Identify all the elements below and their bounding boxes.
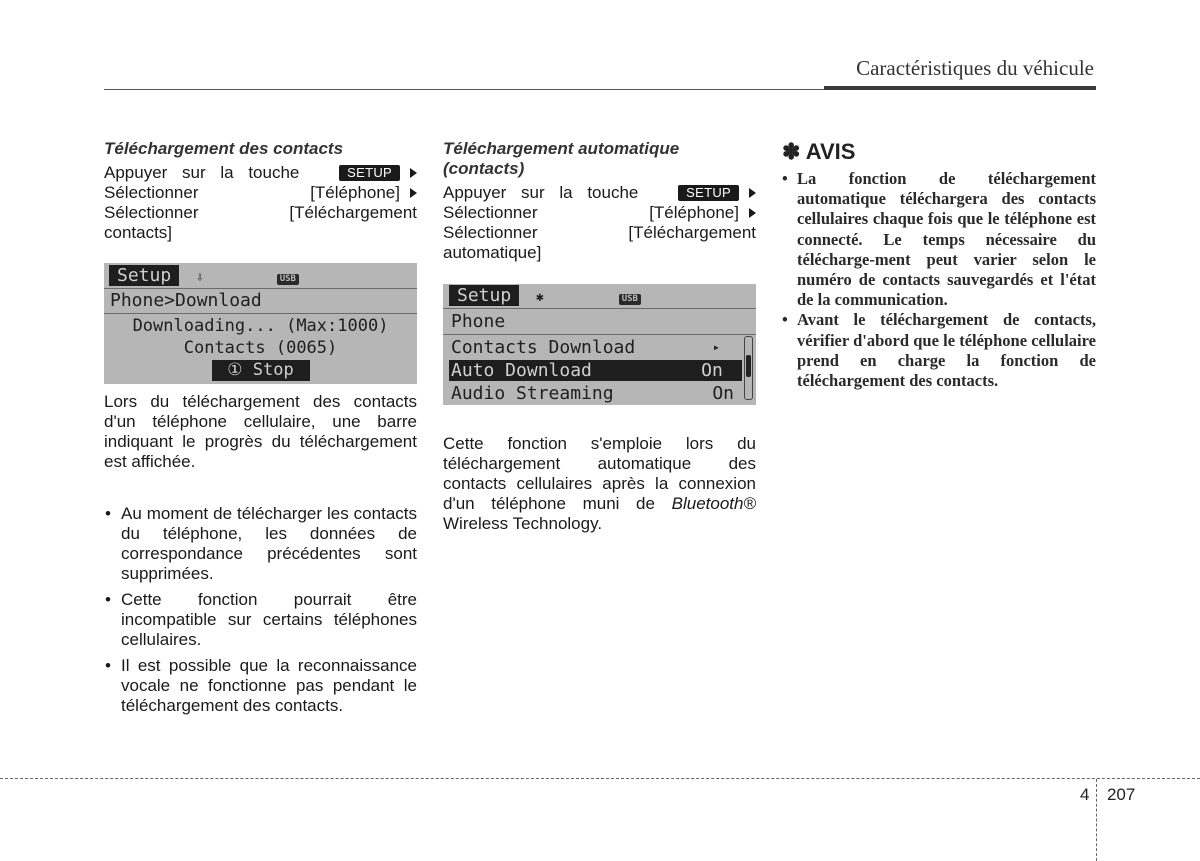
lcd-setup-tab: Setup	[449, 285, 519, 306]
step-press-setup	[104, 163, 417, 183]
avis-item: • La fonction de téléchargement automatique téléchargera des contacts cellulaires chaque fois que le téléphone est connecté. Le temps nécessaire du télécharge-ment peut varier selon le numéro de contacts sauvegardés et l'état de la communication.	[782, 169, 1096, 310]
lcd-item-label: Auto Download	[451, 360, 592, 381]
download-icon: ⇩	[196, 270, 204, 285]
lcd-menu-item	[451, 337, 734, 358]
lcd-contacts-count: Contacts (0065)	[183, 338, 338, 358]
step-select-download: Sélectionner [Téléchargement	[104, 203, 417, 222]
lcd-menu-item-selected	[449, 360, 742, 381]
avis-item: • Avant le téléchargement de contacts, vérifier d'abord que le téléphone cellulaire prend en charge la fonction de téléchargement des contacts.	[782, 310, 1096, 391]
avis-heading: ✽ AVIS	[782, 139, 856, 164]
note-item: • Cette fonction pourrait être incompatible sur certains téléphones cellulaires.	[104, 590, 417, 650]
notes-list	[104, 504, 417, 716]
page-number	[1080, 785, 1135, 805]
lcd-menu-item	[451, 383, 734, 404]
para-progress: Lors du téléchargement des contacts d'un téléphone cellulaire, une barre indiquant le progrès du téléchargement est affichée.	[104, 392, 417, 471]
lcd-stop-button: ① Stop	[212, 360, 310, 381]
lcd-downloading: Downloading... (Max:1000)	[132, 316, 389, 336]
para-text-end: Wireless Technology.	[443, 514, 603, 533]
lcd-path: Phone>Download	[110, 290, 262, 311]
arrow-right-icon	[410, 168, 417, 178]
usb-icon: USB	[277, 274, 299, 285]
para-auto-download	[443, 434, 756, 534]
arrow-right-icon	[410, 188, 417, 198]
step-select-auto-cont: automatique]	[443, 243, 542, 262]
section-heading-cont: (contacts)	[443, 159, 525, 178]
step-select-phone	[443, 203, 756, 223]
step-select-download-cont: contacts]	[104, 223, 173, 242]
setup-key-icon: SETUP	[339, 165, 400, 181]
arrow-right-icon	[749, 208, 756, 218]
avis-box	[782, 139, 1096, 391]
footer-rule	[0, 778, 1200, 779]
lcd-setup-tab: Setup	[109, 265, 179, 286]
lcd-item-label: Audio Streaming	[451, 383, 614, 404]
chapter-number: 4	[1080, 785, 1090, 804]
note-item: • Au moment de télécharger les contacts du téléphone, les données de correspondance précédentes sont supprimées.	[104, 504, 417, 584]
step-select-auto: Sélectionner [Téléchargement	[443, 223, 756, 242]
bluetooth-icon: ✱	[536, 290, 544, 305]
lcd-item-value: On	[712, 383, 734, 404]
note-item: • Il est possible que la reconnaissance vocale ne fonctionne pas pendant le téléchargement des contacts.	[104, 656, 417, 716]
setup-key-icon: SETUP	[678, 185, 739, 201]
section-heading: Téléchargement automatique	[443, 139, 680, 158]
header-rule-accent	[824, 86, 1096, 90]
column-contacts-download	[104, 139, 417, 243]
running-header: Caractéristiques du véhicule	[856, 56, 1094, 80]
lcd-path: Phone	[451, 311, 506, 332]
step-text: Sélectionner [Téléphone]	[104, 183, 400, 202]
step-text: Appuyer sur la touche	[104, 163, 300, 182]
lcd-download-screen	[104, 263, 417, 384]
step-press-setup	[443, 183, 756, 203]
lcd-scrollbar	[744, 336, 753, 400]
arrow-right-icon	[749, 188, 756, 198]
bluetooth-trademark: Bluetooth®	[671, 494, 757, 513]
step-text: Sélectionner [Téléphone]	[443, 203, 739, 222]
lcd-item-value: On	[690, 360, 734, 381]
section-heading: Téléchargement des contacts	[104, 139, 344, 158]
step-select-phone	[104, 183, 417, 203]
usb-icon: USB	[619, 294, 641, 305]
step-text: Appuyer sur la touche	[443, 183, 639, 202]
para-text: Cette fonction s'emploie lors du téléchargement automatique des contacts cellulaires après la connexion d'un téléphone muni de	[443, 434, 756, 513]
chevron-right-icon: ▸	[712, 340, 720, 354]
page-number-value: 207	[1106, 785, 1136, 804]
lcd-phone-menu	[443, 284, 756, 405]
lcd-item-label: Contacts Download	[451, 337, 636, 358]
column-auto-download	[443, 139, 756, 263]
